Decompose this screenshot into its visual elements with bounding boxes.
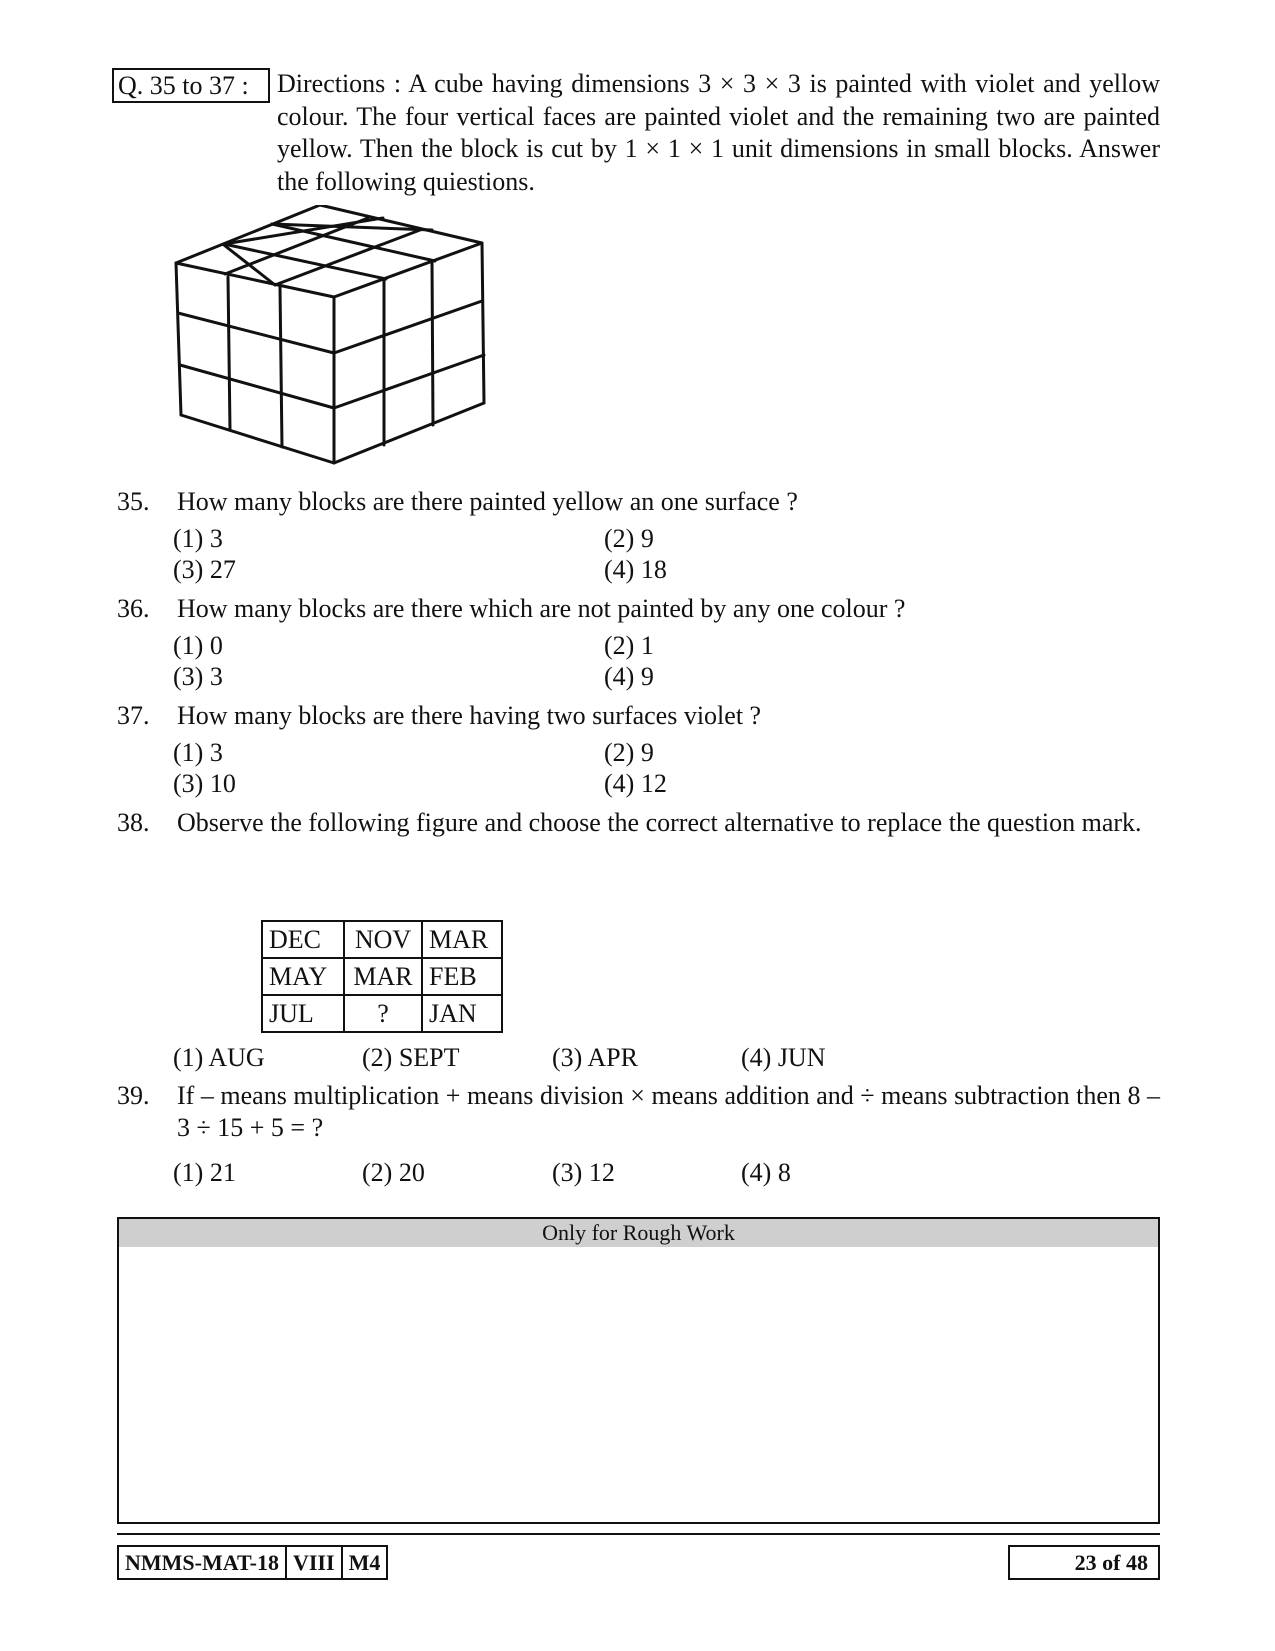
question-text: Observe the following figure and choose the correct alternative to replace the question mark. (177, 808, 1142, 837)
grid-cell: MAR (344, 958, 422, 995)
grid-cell: JAN (422, 995, 502, 1032)
directions-tag: Q. 35 to 37 : (112, 68, 270, 103)
grid-cell: DEC (262, 921, 344, 958)
option[interactable]: (3) 27 (173, 555, 236, 584)
option[interactable]: (1) 3 (173, 738, 223, 767)
month-grid (261, 920, 503, 1033)
option[interactable]: (1) 3 (173, 524, 223, 553)
option[interactable]: (1) AUG (173, 1043, 265, 1072)
option[interactable]: (2) 9 (604, 738, 654, 767)
grid-cell: FEB (422, 958, 502, 995)
grid-cell: NOV (344, 921, 422, 958)
question-number: 37. (117, 701, 150, 730)
footer-code-box (117, 1545, 388, 1580)
exam-code: NMMS-MAT-18 (125, 1550, 279, 1575)
option[interactable]: (2) SEPT (362, 1043, 460, 1072)
question-text: If – means multiplication + means division × means addition and ÷ means subtraction then 8 – 3 ÷ 15 + 5 = ? (177, 1081, 1160, 1142)
option[interactable]: (2) 20 (362, 1158, 425, 1187)
option[interactable]: (1) 21 (173, 1158, 236, 1187)
option[interactable]: (3) 10 (173, 769, 236, 798)
question-number: 38. (117, 808, 150, 837)
option[interactable]: (1) 0 (173, 631, 223, 660)
option[interactable]: (4) 18 (604, 555, 667, 584)
footer-divider (117, 1533, 1160, 1535)
question-text: How many blocks are there having two surfaces violet ? (177, 701, 762, 730)
option[interactable]: (4) 12 (604, 769, 667, 798)
rough-work-box (117, 1217, 1160, 1524)
rough-work-label: Only for Rough Work (119, 1219, 1158, 1247)
question-number: 39. (117, 1081, 150, 1110)
question-number: 35. (117, 487, 150, 516)
option[interactable]: (3) 12 (552, 1158, 615, 1187)
option[interactable]: (2) 1 (604, 631, 654, 660)
grid-cell: MAR (422, 921, 502, 958)
exam-class: VIII (285, 1547, 341, 1578)
option[interactable]: (4) 9 (604, 662, 654, 691)
option[interactable]: (3) APR (552, 1043, 638, 1072)
grid-cell-question-mark: ? (344, 995, 422, 1032)
directions-text: Directions : A cube having dimensions 3 × 3 × 3 is painted with violet and yellow colour. The four vertical faces are painted violet and the remaining two are painted yellow. Then the block is cut by 1 × 1 × 1 unit dimensions in small blocks. Answer the following quiestions. (277, 69, 1160, 196)
grid-cell: JUL (262, 995, 344, 1032)
option[interactable]: (3) 3 (173, 662, 223, 691)
exam-medium: M4 (341, 1547, 387, 1578)
question-number: 36. (117, 594, 150, 623)
question-text: How many blocks are there which are not painted by any one colour ? (177, 594, 906, 623)
grid-row (262, 958, 502, 995)
option[interactable]: (4) 8 (741, 1158, 791, 1187)
option[interactable]: (2) 9 (604, 524, 654, 553)
option[interactable]: (4) JUN (741, 1043, 826, 1072)
page-number: 23 of 48 (1008, 1545, 1160, 1580)
grid-row (262, 995, 502, 1032)
grid-cell: MAY (262, 958, 344, 995)
cube-figure (170, 205, 520, 495)
grid-row (262, 921, 502, 958)
question-text: How many blocks are there painted yellow an one surface ? (177, 487, 798, 516)
